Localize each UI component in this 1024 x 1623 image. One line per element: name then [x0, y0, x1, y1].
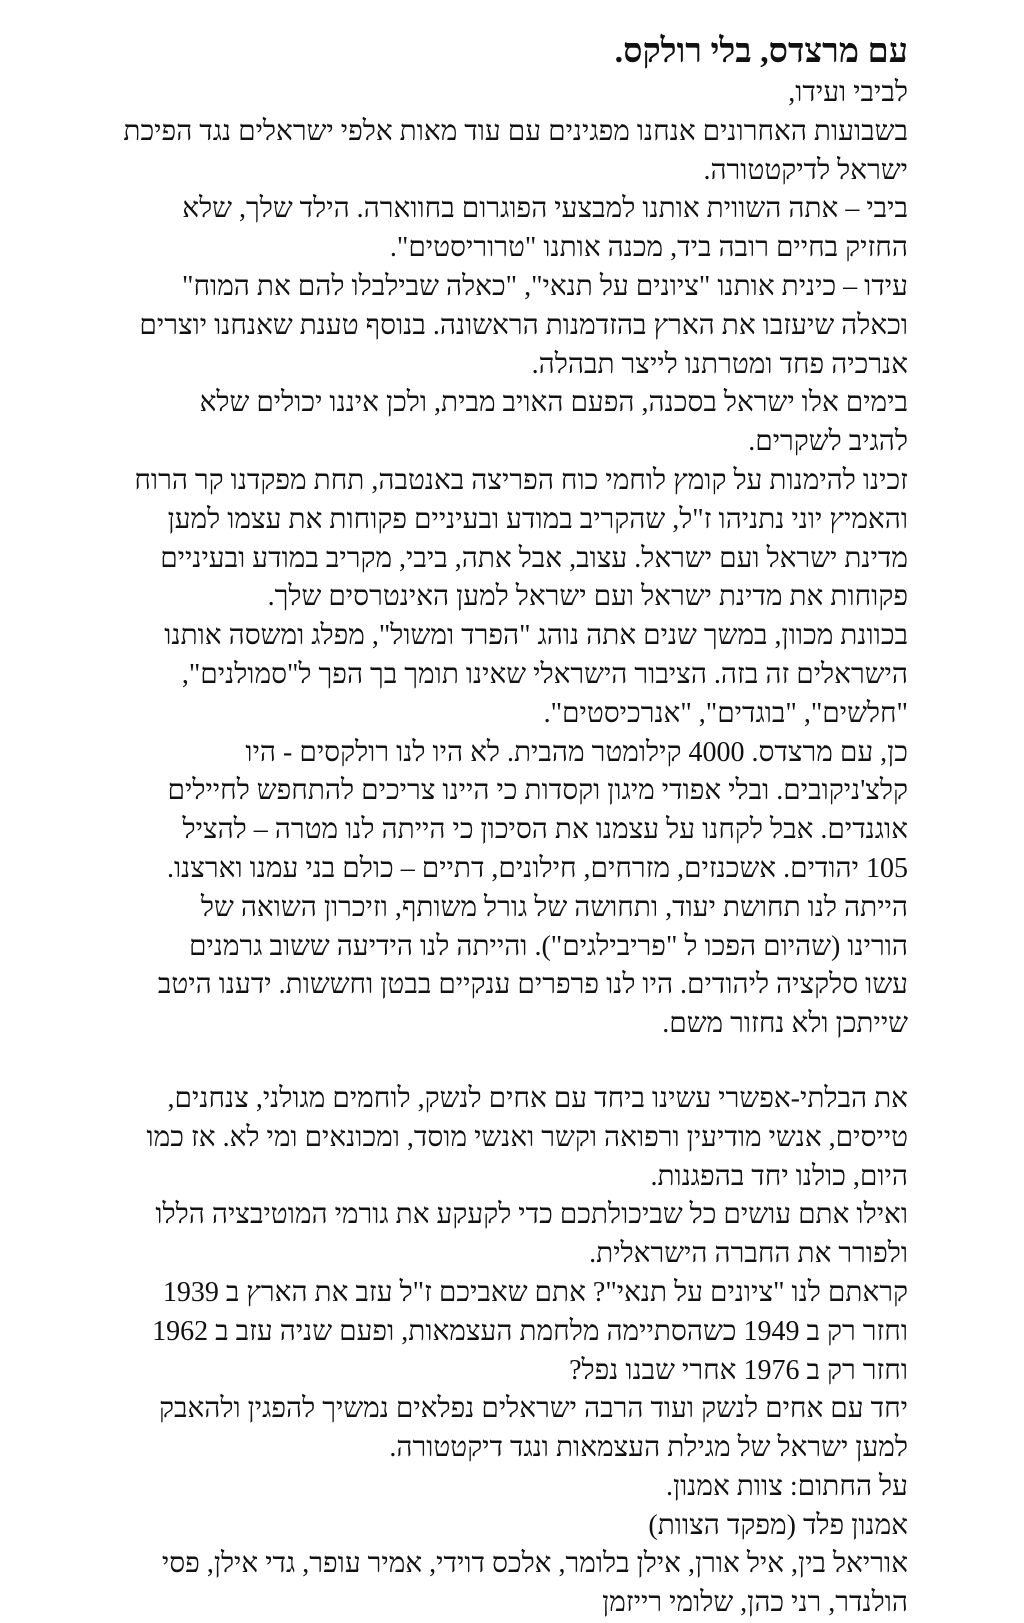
text-line: להגיב לשקרים.	[748, 426, 908, 458]
text-line: הישראלים זה בזה. הציבור הישראלי שאינו תומך בך הפך ל"סמולנים",	[181, 658, 908, 690]
text-line: בשבועות האחרונים אנחנו מפגינים עם עוד מאות אלפי ישראלים נגד הפיכת	[123, 115, 908, 147]
text-line: ביבי – אתה השווית אותנו למבצעי הפוגרום בחווארה. הילד שלך, שלא	[182, 193, 908, 225]
text-line: אוריאל בין, איל אורן, אילן בלומר, אלכס דוידי, אמיר עופר, גדי אילן, פסי	[161, 1548, 908, 1580]
letter-title: עם מרצדס, בלי רולקס.	[614, 33, 908, 70]
text-line: עשו סלקציה ליהודים. היו לנו פרפרים ענקיים בבטן וחששות. ידענו היטב	[157, 969, 908, 1001]
text-line: והאמיץ יוני נתניהו ז"ל, שהקריב במודע ובעיניים פקוחות את עצמו למען	[167, 503, 908, 535]
text-line: על החתום: צוות אמנון.	[666, 1470, 908, 1502]
text-line: בכוונת מכוון, במשך שנים אתה נוהג "הפרד ומשול", מפלג ומשסה אותנו	[164, 620, 908, 652]
text-line: שייתכן ולא נחזור משם.	[662, 1008, 908, 1040]
text-line: עידו – כינית אותנו "ציונים על תנאי", "כאלה שבילבלו להם את המוח"	[182, 270, 908, 302]
text-line: ואילו אתם עושים כל שביכולתכם כדי לקעקע את גורמי המוטיבציה הללו	[155, 1199, 908, 1231]
text-line: הולנדר, רני כהן, שלומי רייזמן	[602, 1587, 908, 1619]
text-line: הייתה לנו תחושת יעוד, ותחושה של גורל משותף, וזיכרון השואה של	[200, 891, 908, 923]
text-line: "חלשים", "בוגדים", "אנרכיסטים".	[543, 697, 908, 729]
text-line: קלצ'ניקובים. ובלי אפודי מיגון וקסדות כי היינו צריכים להתחפש לחיילים	[167, 775, 908, 807]
text-line: בימים אלו ישראל בסכנה, הפעם האויב מבית, ולכן איננו יכולים שלא	[199, 387, 908, 419]
letter-document	[108, 30, 908, 1623]
text-line: זכינו להימנות על קומץ לוחמי כוח הפריצה באנטבה, תחת מפקדנו קר הרוח	[134, 464, 908, 496]
text-line: אנרכיה פחד ומטרתנו לייצר תבהלה.	[531, 348, 908, 380]
text-line: וחזר רק ב 1949 כשהסתיימה מלחמת העצמאות, ופעם שניה עזב ב 1962	[152, 1315, 908, 1347]
text-line: אוגנדים. אבל לקחנו על עצמנו את הסיכון כי הייתה לנו מטרה – להציל	[182, 814, 908, 846]
text-line: פקוחות את מדינת ישראל ועם ישראל למען האינטרסים שלך.	[267, 581, 908, 613]
text-line: טייסים, אנשי מודיעין ורפואה וקשר ואנשי מוסד, ומכונאים ומי לא. אז כמו	[146, 1121, 908, 1153]
text-line: הורינו (שהיום הפכו ל "פריבילגים"). והייתה לנו הידיעה ששוב גרמנים	[188, 930, 908, 962]
text-line: למען ישראל של מגילת העצמאות ונגד דיקטטורה.	[389, 1432, 908, 1464]
text-line: היום, כולנו יחד בהפגנות.	[650, 1160, 908, 1192]
text-line: החזיק בחיים רובה ביד, מכנה אותנו "טרוריסטים".	[389, 232, 908, 264]
text-line: וחזר רק ב 1976 אחרי שבנו נפל?	[569, 1354, 908, 1386]
text-line: אמנון פלד (מפקד הצוות)	[648, 1509, 908, 1541]
text-line: וכאלה שיעזבו את הארץ בהזדמנות הראשונה. בנוסף טענת שאנחנו יוצרים	[139, 309, 908, 341]
paragraph-gap	[108, 1044, 908, 1080]
letter-body-section-2	[108, 1080, 908, 1623]
text-line: ישראל לדיקטטורה.	[703, 154, 908, 186]
text-line: 105 יהודים. אשכנזים, מזרחים, חילונים, דתיים – כולם בני עמנו וארצנו.	[166, 852, 908, 884]
letter-body-section-1	[108, 74, 908, 1044]
text-line: את הבלתי-אפשרי עשינו ביחד עם אחים לנשק, לוחמים מגולני, צנחנים,	[167, 1082, 908, 1114]
text-line: כן, עם מרצדס. 4000 קילומטר מהבית. לא היו לנו רולקסים - היו	[245, 736, 908, 768]
text-line: קראתם לנו "ציונים על תנאי"? אתם שאביכם ז"ל עזב את הארץ ב 1939	[162, 1276, 908, 1308]
text-line: יחד עם אחים לנשק ועוד הרבה ישראלים נפלאים נמשיך להפגין ולהאבק	[159, 1393, 908, 1425]
text-line: ולפורר את החברה הישראלית.	[589, 1238, 908, 1270]
text-line: לביבי ועידו,	[788, 77, 908, 108]
text-line: מדינת ישראל ועם ישראל. עצוב, אבל אתה, ביבי, מקריב במודע ובעיניים	[160, 542, 908, 574]
